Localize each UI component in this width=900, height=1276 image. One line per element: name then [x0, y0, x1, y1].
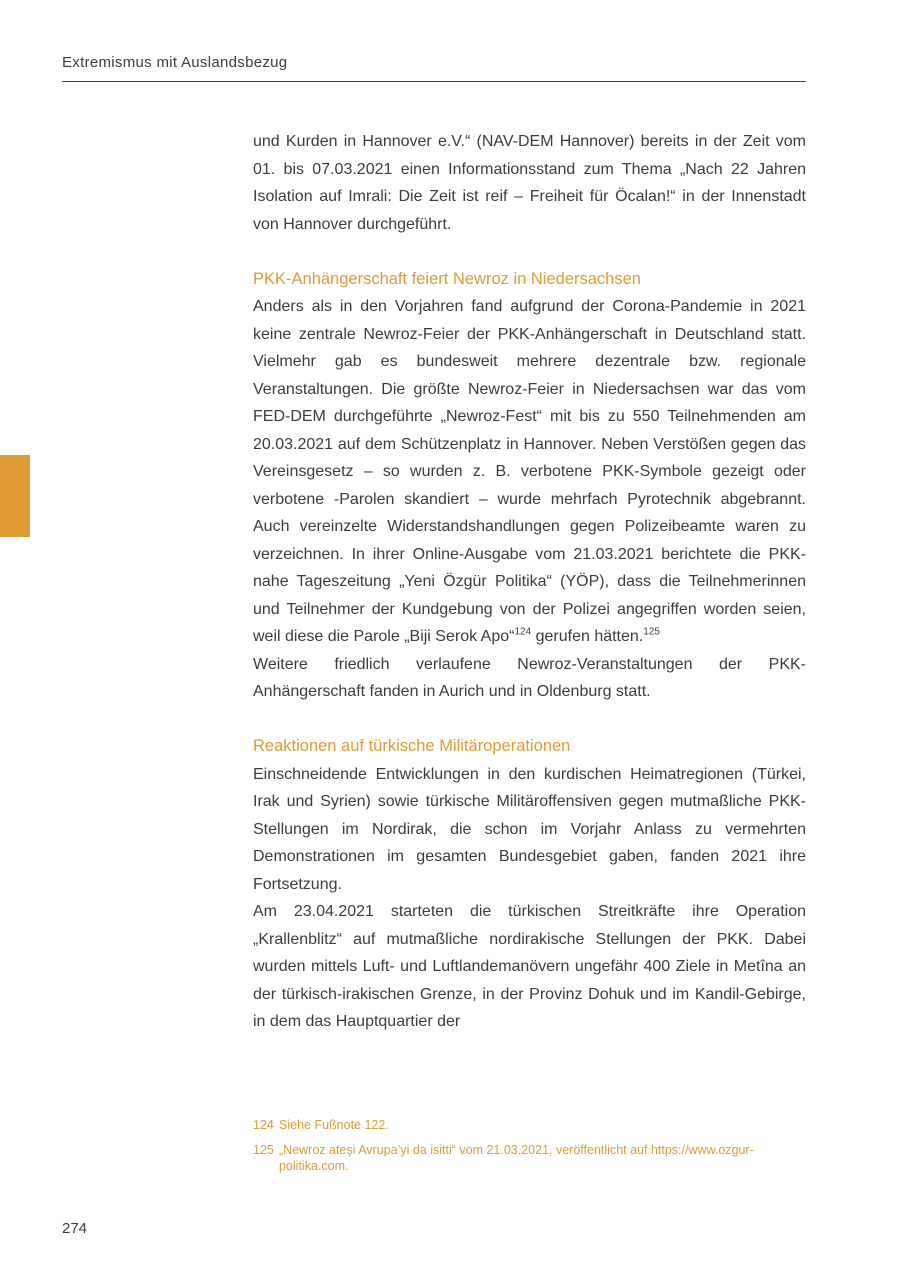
footnote-ref-124: 124	[514, 626, 532, 638]
footnote-number: 125	[253, 1143, 274, 1157]
chapter-tab-marker	[0, 455, 30, 537]
footnote-125	[253, 1143, 809, 1174]
running-header-title: Extremismus mit Auslandsbezug	[62, 54, 288, 71]
footnote-text: Siehe Fußnote 122.	[279, 1118, 389, 1132]
running-header	[62, 53, 806, 73]
text-column	[253, 128, 806, 1036]
page-number: 274	[62, 1220, 88, 1237]
paragraph: Einschneidende Entwicklungen in den kurdischen Heimatregionen (Türkei, Irak und Syrien) sowie türkische Militäroffensiven gegen mutmaßliche PKK-Stellungen im Nordirak, die schon im Vorjahr Anlass zu vermehrten Demonstrationen im gesamten Bundesgebiet gaben, fanden 2021 ihre Fortsetzung.	[253, 765, 806, 893]
footnote-number: 124	[253, 1118, 274, 1132]
paragraph-text: Anders als in den Vorjahren fand aufgrund der Corona-Pandemie in 2021 keine zentrale Newroz-Feier der PKK-Anhängerschaft in Deutschland statt. Vielmehr gab es bundesweit mehrere dezentrale bzw. regionale Veranstaltungen. Die größte Newroz-Feier in Niedersachsen war das vom FED-DEM durchgeführte „Newroz-Fest“ mit bis zu 550 Teilnehmenden am 20.03.2021 auf dem Schützenplatz in Hannover. Neben Verstößen gegen das Vereinsgesetz – so wurden z. B. verbotene PKK-Symbole gezeigt oder verbotene -Parolen skandiert – wurde mehrfach Pyrotechnik abgebrannt. Auch vereinzelte Widerstandshandlungen gegen Polizeibeamte waren zu verzeichnen. In ihrer Online-Ausgabe vom 21.03.2021 berichtete die PKK-nahe Tageszeitung „Yeni Özgür Politika“ (YÖP), dass die Teilnehmerinnen und Teilnehmer der Kundgebung von der Polizei angegriffen worden seien, weil diese die Parole „Biji Serok Apo“	[253, 298, 806, 645]
footnotes-block	[253, 1118, 809, 1184]
paragraph	[253, 293, 806, 651]
footnote-ref-125: 125	[643, 626, 660, 638]
footnote-text: „Newroz ateşi Avrupa’yi da isitti“ vom 21.03.2021, veröffentlicht auf https://www.ozgur-politika.com.	[279, 1143, 754, 1173]
paragraph-text: gerufen hätten.	[531, 628, 644, 645]
section-heading-newroz: PKK-Anhängerschaft feiert Newroz in Niedersachsen	[253, 269, 641, 288]
section-heading-militaeroperationen: Reaktionen auf türkische Militäroperationen	[253, 737, 571, 755]
paragraph: Am 23.04.2021 starteten die türkischen Streitkräfte ihre Operation „Krallenblitz“ auf mutmaßliche nordirakische Stellungen der PKK. Dabei wurden mittels Luft- und Luftlandemanövern ungefähr 400 Ziele in Metîna an der türkisch-irakischen Grenze, in der Provinz Dohuk und im Kandil-Gebirge, in dem das Hauptquartier der	[253, 903, 806, 1030]
footnote-124	[253, 1118, 809, 1134]
paragraph-continuation: und Kurden in Hannover e.V.“ (NAV-DEM Hannover) bereits in der Zeit vom 01. bis 07.03.2021 einen Informationsstand zum Thema „Nach 22 Jahren Isolation auf Imrali: Die Zeit ist reif – Freiheit für Öcalan!“ in der Innenstadt von Hannover durchgeführt.	[253, 133, 806, 233]
paragraph: Weitere friedlich verlaufene Newroz-Veranstaltungen der PKK-Anhängerschaft fanden in Aurich und in Oldenburg statt.	[253, 655, 806, 700]
header-rule-divider	[62, 81, 806, 82]
